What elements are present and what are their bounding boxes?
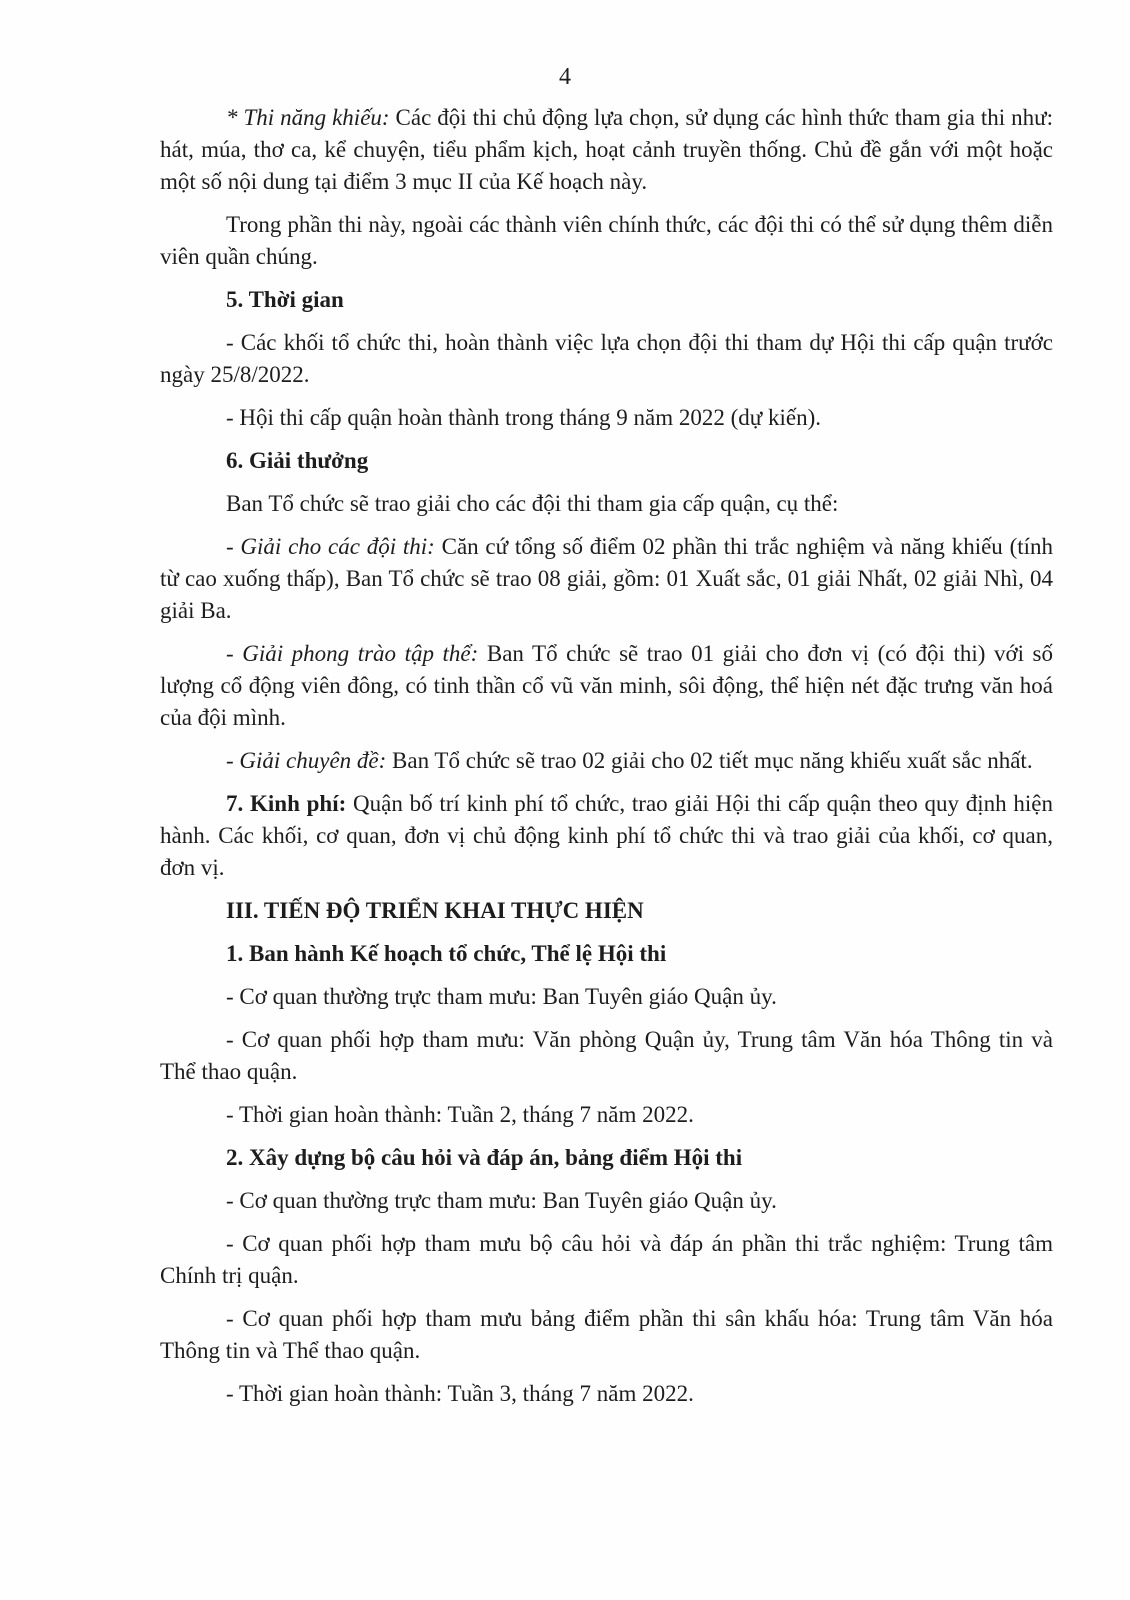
talent-label: * Thi năng khiếu: bbox=[226, 105, 390, 130]
prize-movement-text: Ban Tổ chức sẽ trao 01 giải cho đơn vị (có đội thi) với số lượng cổ động viên đông, có tinh thần cổ vũ văn minh, sôi động, thể hiện nét đặc trưng văn hoá của đội mình. bbox=[160, 641, 1053, 730]
prize-topic-label: - Giải chuyên đề: bbox=[226, 748, 387, 773]
step2-item-c: - Cơ quan phối hợp tham mưu bảng điểm phần thi sân khấu hóa: Trung tâm Văn hóa Thông tin và Thể thao quận. bbox=[160, 1306, 1053, 1363]
prize-topic-paragraph bbox=[160, 745, 1053, 777]
page-number: 4 bbox=[559, 64, 571, 90]
step1-item-a: - Cơ quan thường trực tham mưu: Ban Tuyên giáo Quận ủy. bbox=[226, 984, 777, 1009]
prize-team-text: Căn cứ tổng số điểm 02 phần thi trắc nghiệm và năng khiếu (tính từ cao xuống thấp), Ban Tổ chức sẽ trao 08 giải, gồm: 01 Xuất sắc, 01 giải Nhất, 02 giải Nhì, 04 giải Ba. bbox=[160, 534, 1054, 623]
talent-paragraph bbox=[160, 102, 1053, 198]
step2-item-d: - Thời gian hoàn thành: Tuần 3, tháng 7 năm 2022. bbox=[226, 1381, 694, 1406]
talent-extra-paragraph: Trong phần thi này, ngoài các thành viên chính thức, các đội thi có thể sử dụng thêm diễn viên quần chúng. bbox=[160, 212, 1053, 269]
prize-topic-text: Ban Tổ chức sẽ trao 02 giải cho 02 tiết mục năng khiếu xuất sắc nhất. bbox=[386, 748, 1033, 773]
budget-paragraph bbox=[160, 788, 1053, 884]
prize-team-label: - Giải cho các đội thi: bbox=[226, 534, 435, 559]
prize-movement-label: - Giải phong trào tập thể: bbox=[226, 641, 479, 666]
talent-text: Các đội thi chủ động lựa chọn, sử dụng các hình thức tham gia thi như: hát, múa, thơ ca, kể chuyện, tiểu phẩm kịch, hoạt cảnh truyền thống. Chủ đề gắn với một hoặc một số nội dung tại điểm 3 mục II của Kế hoạch này. bbox=[160, 105, 1053, 194]
step1-item-c: - Thời gian hoàn thành: Tuần 2, tháng 7 năm 2022. bbox=[226, 1102, 694, 1127]
budget-text: Quận bố trí kinh phí tổ chức, trao giải Hội thi cấp quận theo quy định hiện hành. Các khối, cơ quan, đơn vị chủ động kinh phí tổ chức thi và trao giải của khối, cơ quan, đơn vị. bbox=[160, 791, 1053, 880]
prize-movement-paragraph bbox=[160, 638, 1053, 734]
step2-heading: 2. Xây dựng bộ câu hỏi và đáp án, bảng điểm Hội thi bbox=[226, 1145, 743, 1170]
time-item-1: - Các khối tổ chức thi, hoàn thành việc lựa chọn đội thi tham dự Hội thi cấp quận trước ngày 25/8/2022. bbox=[160, 330, 1053, 387]
time-item-2: - Hội thi cấp quận hoàn thành trong tháng 9 năm 2022 (dự kiến). bbox=[226, 405, 822, 430]
prize-team-paragraph bbox=[160, 531, 1053, 627]
time-heading: 5. Thời gian bbox=[226, 287, 344, 312]
document-body bbox=[160, 102, 1053, 1421]
prize-heading: 6. Giải thưởng bbox=[226, 448, 369, 473]
prize-intro: Ban Tổ chức sẽ trao giải cho các đội thi tham gia cấp quận, cụ thể: bbox=[226, 491, 839, 516]
section3-heading: III. TIẾN ĐỘ TRIỂN KHAI THỰC HIỆN bbox=[226, 898, 644, 923]
budget-label: 7. Kinh phí: bbox=[226, 791, 347, 816]
step1-heading: 1. Ban hành Kế hoạch tổ chức, Thể lệ Hội thi bbox=[226, 941, 667, 966]
step2-item-a: - Cơ quan thường trực tham mưu: Ban Tuyên giáo Quận ủy. bbox=[226, 1188, 777, 1213]
step2-item-b: - Cơ quan phối hợp tham mưu bộ câu hỏi và đáp án phần thi trắc nghiệm: Trung tâm Chính trị quận. bbox=[160, 1231, 1053, 1288]
step1-item-b: - Cơ quan phối hợp tham mưu: Văn phòng Quận ủy, Trung tâm Văn hóa Thông tin và Thể thao quận. bbox=[160, 1027, 1053, 1084]
